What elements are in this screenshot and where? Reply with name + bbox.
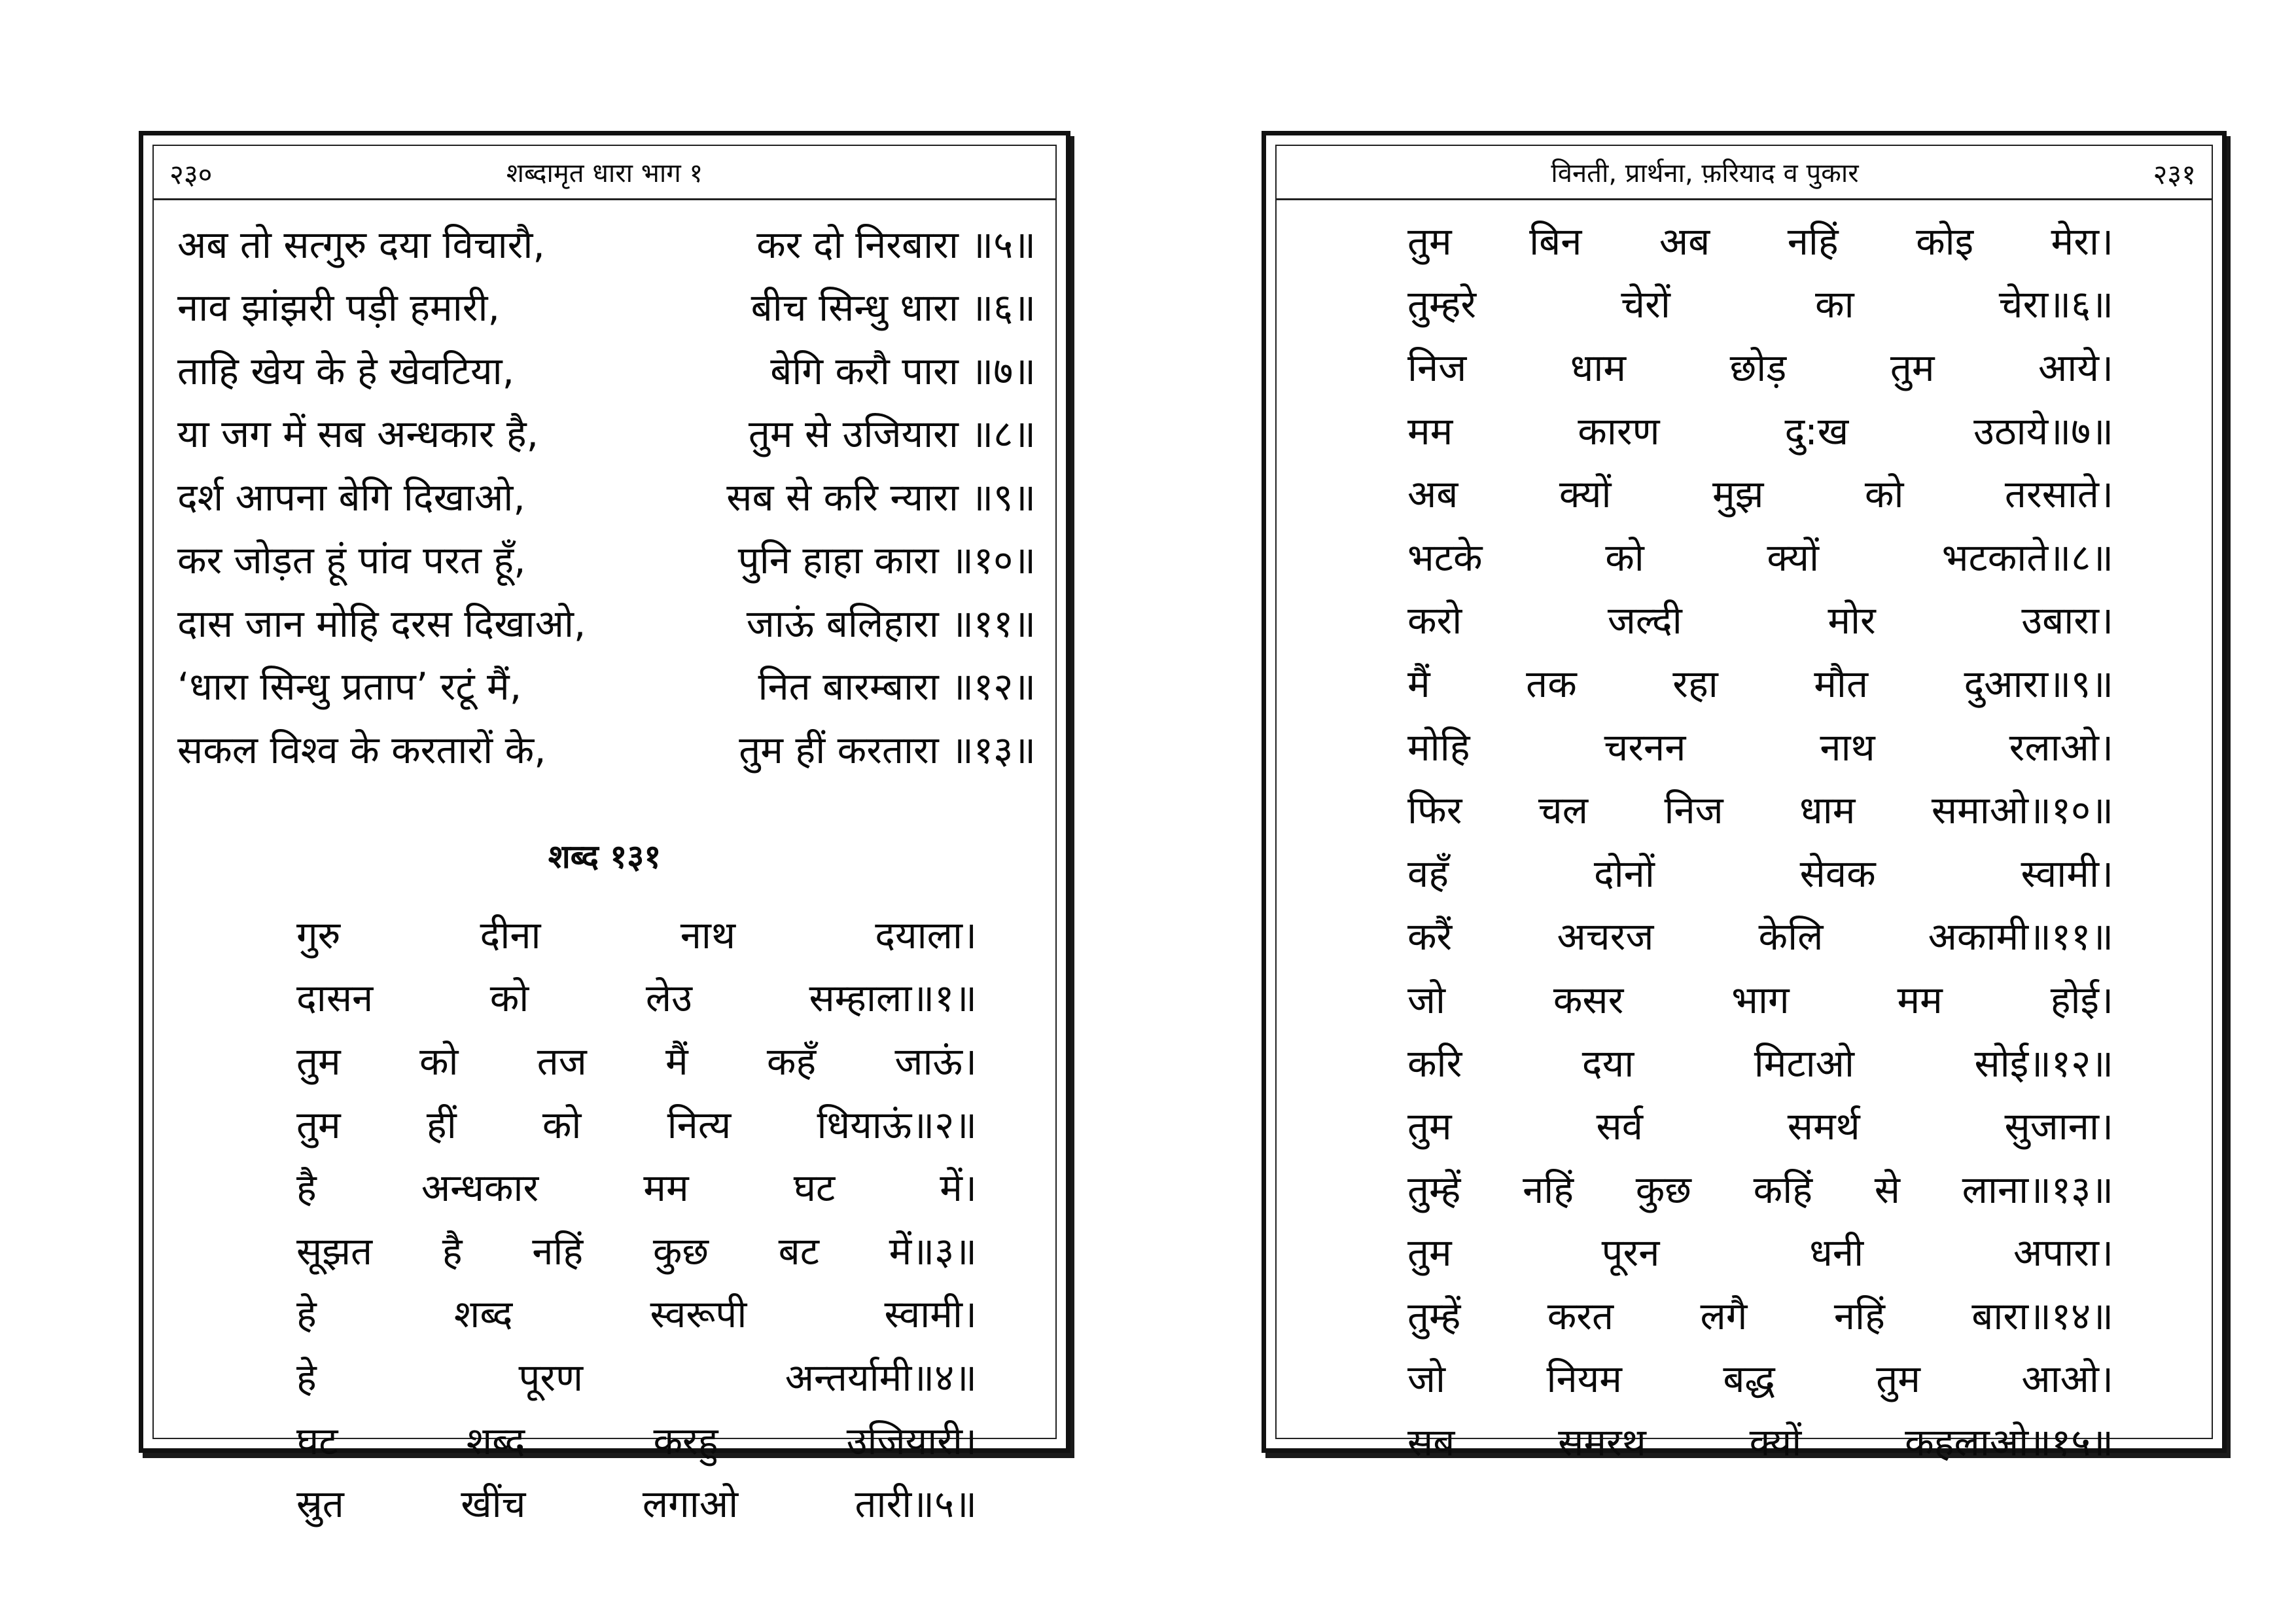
- left-verse-block: [296, 902, 977, 1534]
- verse-word: मम: [1897, 977, 1943, 1022]
- verse-line: [1407, 967, 2113, 1030]
- verse-line: [1407, 777, 2113, 840]
- verse-word: समर्थ: [1787, 1104, 1860, 1149]
- verse-word: करि: [1407, 1041, 1462, 1086]
- verse-word: मैं: [1407, 661, 1430, 706]
- verse-line: [1407, 398, 2113, 461]
- verse-word: अचरज: [1557, 914, 1654, 959]
- verse-word: सूझत: [296, 1228, 373, 1274]
- verse-word: होई।: [2050, 977, 2113, 1022]
- verse-word: लेउ: [645, 976, 692, 1021]
- couplet-block: [177, 211, 1036, 780]
- verse-word: बीच सिन्धु धारा ॥६॥: [751, 285, 1036, 330]
- verse-word: नाथ: [1820, 724, 1875, 770]
- verse-word: मोहि: [1407, 724, 1470, 770]
- verse-word: तुम से उजियारा ॥८॥: [748, 412, 1036, 457]
- verse-line: [1407, 840, 2113, 904]
- verse-word: घट: [793, 1166, 836, 1211]
- verse-word: को: [419, 1039, 459, 1084]
- verse-line: [177, 401, 1036, 465]
- verse-word: दीना: [480, 912, 541, 957]
- verse-line: [177, 464, 1036, 527]
- verse-word: अब: [1659, 219, 1710, 264]
- verse-word: मोर: [1828, 598, 1876, 643]
- verse-word: नित्य: [667, 1102, 732, 1147]
- verse-word: दु:ख: [1784, 408, 1849, 454]
- verse-word: नहिं: [1833, 1293, 1885, 1338]
- verse-word: चेरा॥६॥: [1998, 282, 2113, 327]
- verse-word: को: [489, 976, 529, 1021]
- verse-word: का: [1815, 282, 1854, 327]
- verse-word: स्वामी।: [2021, 851, 2113, 896]
- verse-word: दुआरा॥९॥: [1964, 661, 2113, 706]
- verse-word: रलाओ।: [2009, 724, 2113, 770]
- verse-word: सकल विश्व के करतारों के,: [177, 727, 546, 772]
- verse-word: लाना॥१३॥: [1962, 1167, 2113, 1212]
- verse-word: पूरन: [1601, 1230, 1660, 1275]
- verse-word: है: [442, 1228, 463, 1274]
- right-page: [1262, 131, 2227, 1465]
- verse-word: चल: [1538, 788, 1589, 833]
- verse-word: मौत: [1814, 661, 1869, 706]
- verse-word: अन्तर्यामी॥४॥: [785, 1355, 977, 1400]
- verse-line: [177, 338, 1036, 401]
- verse-word: नहिं: [1787, 219, 1839, 264]
- verse-word: अपारा।: [2013, 1230, 2113, 1275]
- verse-word: ‘धारा सिन्धु प्रताप’ रटूं मैं,: [177, 664, 522, 709]
- left-page: [139, 131, 1070, 1527]
- verse-word: स्वामी।: [884, 1292, 977, 1337]
- verse-word: दोनों: [1593, 851, 1655, 896]
- verse-word: दया: [1581, 1041, 1634, 1086]
- verse-word: निज: [1407, 345, 1467, 390]
- verse-word: तुम्हें: [1407, 1167, 1461, 1212]
- verse-line: [296, 1408, 977, 1471]
- verse-word: तुम: [296, 1039, 341, 1084]
- verse-word: हीं: [426, 1102, 457, 1147]
- verse-word: तुम्हरे: [1407, 282, 1477, 327]
- verse-word: करत: [1547, 1293, 1614, 1338]
- verse-word: बद्ध: [1723, 1357, 1775, 1402]
- right-page-header: [1277, 146, 2212, 200]
- verse-word: मिटाओ: [1754, 1041, 1854, 1086]
- verse-word: खींच: [461, 1482, 526, 1527]
- verse-word: कर दो निरबारा ॥५॥: [756, 222, 1036, 267]
- verse-line: [1407, 904, 2113, 967]
- verse-word: दर्श आपना बेगि दिखाओ,: [177, 474, 525, 520]
- verse-word: वहँ: [1407, 851, 1449, 896]
- verse-word: को: [1864, 472, 1904, 517]
- verse-word: नहिं: [532, 1228, 584, 1274]
- verse-line: [296, 965, 977, 1029]
- verse-line: [1407, 651, 2113, 714]
- verse-line: [1407, 272, 2113, 335]
- verse-word: स्रुत: [296, 1482, 344, 1527]
- verse-word: चरनन: [1604, 724, 1686, 770]
- verse-word: शब्द: [466, 1418, 525, 1463]
- verse-word: लगै: [1700, 1293, 1748, 1338]
- verse-word: भाग: [1731, 977, 1790, 1022]
- verse-word: कसर: [1553, 977, 1624, 1022]
- verse-word: तज: [537, 1039, 587, 1084]
- verse-word: बेगि करौ पारा ॥७॥: [770, 348, 1036, 393]
- verse-word: नियम: [1546, 1357, 1622, 1402]
- verse-word: हे: [296, 1292, 317, 1337]
- verse-word: तारी॥५॥: [855, 1482, 977, 1527]
- verse-word: में।: [940, 1166, 977, 1211]
- verse-word: है: [296, 1166, 317, 1211]
- verse-word: आये।: [2038, 345, 2113, 390]
- verse-line: [296, 1344, 977, 1408]
- verse-word: सब से करि न्यारा ॥९॥: [726, 474, 1036, 520]
- verse-word: या जग में सब अन्धकार है,: [177, 412, 539, 457]
- verse-word: क्यों: [1559, 472, 1612, 517]
- right-page-number: २३१: [2153, 158, 2196, 190]
- verse-word: नित बारम्बारा ॥१२॥: [758, 664, 1036, 709]
- verse-word: कुछ: [652, 1228, 709, 1274]
- right-page-frame: [1275, 145, 2213, 1465]
- right-page-header-title: विनती, प्रार्थना, फ़रियाद व पुकार: [1551, 158, 1859, 188]
- verse-line: [1407, 1156, 2113, 1220]
- verse-line: [177, 590, 1036, 654]
- verse-word: तुम: [1407, 219, 1452, 264]
- verse-word: छोड़: [1729, 345, 1787, 390]
- verse-word: जो: [1407, 1357, 1446, 1402]
- left-page-number: २३०: [169, 158, 213, 190]
- verse-line: [1407, 588, 2113, 651]
- verse-word: पूरण: [518, 1355, 584, 1400]
- verse-line: [1407, 208, 2113, 272]
- verse-word: केलि: [1758, 914, 1824, 959]
- verse-word: रहा: [1672, 661, 1718, 706]
- verse-word: धियाऊं॥२॥: [817, 1102, 977, 1147]
- verse-word: लगाओ: [642, 1482, 739, 1527]
- verse-line: [1407, 1220, 2113, 1283]
- verse-word: जो: [1407, 977, 1446, 1022]
- verse-line: [1407, 461, 2113, 524]
- verse-line: [1407, 1093, 2113, 1156]
- verse-word: तुम: [1876, 1357, 1920, 1402]
- verse-line: [296, 1471, 977, 1534]
- verse-word: सुजाना।: [2004, 1104, 2113, 1149]
- verse-word: मेरा।: [2051, 219, 2113, 264]
- verse-word: को: [1605, 535, 1644, 580]
- verse-word: पुनि हाहा कारा ॥१०॥: [737, 538, 1036, 583]
- verse-word: चेरों: [1621, 282, 1670, 327]
- verse-word: कर जोड़त हूं पांव परत हूँ,: [177, 538, 526, 583]
- verse-line: [1407, 334, 2113, 398]
- verse-word: ताहि खेय के हे खेवटिया,: [177, 348, 515, 393]
- verse-word: बारा॥१४॥: [1971, 1293, 2113, 1338]
- verse-word: उबारा।: [2021, 598, 2113, 643]
- verse-line: [1407, 1283, 2113, 1346]
- verse-word: मुझ: [1712, 472, 1764, 517]
- verse-line: [177, 654, 1036, 717]
- verse-word: मम: [1407, 408, 1453, 454]
- verse-line: [177, 275, 1036, 338]
- verse-word: नाव झांझरी पड़ी हमारी,: [177, 285, 500, 330]
- verse-word: मैं: [665, 1039, 688, 1084]
- verse-word: फिर: [1407, 788, 1462, 833]
- verse-word: अब: [1407, 472, 1458, 517]
- verse-word: घट: [296, 1418, 338, 1463]
- verse-word: तुम: [1890, 345, 1935, 390]
- verse-word: अकामी॥११॥: [1928, 914, 2113, 959]
- verse-word: कहलाओ॥१५॥: [1905, 1420, 2113, 1465]
- verse-word: करहु: [653, 1418, 718, 1463]
- verse-word: दास जान मोहि दरस दिखाओ,: [177, 601, 586, 646]
- verse-line: [177, 717, 1036, 780]
- verse-line: [1407, 1346, 2113, 1410]
- verse-word: कुछ: [1635, 1167, 1691, 1212]
- verse-word: तुम: [1407, 1104, 1452, 1149]
- verse-word: तक: [1526, 661, 1577, 706]
- verse-line: [1407, 524, 2113, 588]
- verse-word: धनी: [1809, 1230, 1864, 1275]
- verse-word: कहिं: [1753, 1167, 1813, 1212]
- verse-word: दयाला।: [875, 912, 977, 957]
- verse-word: दासन: [296, 976, 374, 1021]
- verse-word: से: [1874, 1167, 1900, 1212]
- verse-word: कहँ: [766, 1039, 817, 1084]
- verse-word: सम्हाला॥१॥: [809, 976, 977, 1021]
- verse-line: [1407, 1409, 2113, 1472]
- verse-word: उजियारी।: [846, 1418, 977, 1463]
- verse-word: तुम हीं करतारा ॥१३॥: [739, 727, 1036, 772]
- left-page-frame: [152, 145, 1057, 1527]
- verse-word: तुम्हें: [1407, 1293, 1461, 1338]
- verse-word: तरसाते।: [2004, 472, 2113, 517]
- verse-word: करो: [1407, 598, 1462, 643]
- verse-word: करैं: [1407, 914, 1453, 959]
- verse-word: उठाये॥७॥: [1973, 408, 2113, 454]
- verse-word: हे: [296, 1355, 317, 1400]
- verse-line: [177, 527, 1036, 591]
- verse-word: क्यों: [1749, 1420, 1802, 1465]
- verse-word: को: [542, 1102, 582, 1147]
- verse-word: जाऊं।: [894, 1039, 977, 1084]
- verse-word: स्वरूपी: [650, 1292, 747, 1337]
- verse-word: सर्व: [1596, 1104, 1643, 1149]
- verse-word: बट: [778, 1228, 820, 1274]
- left-page-header: [154, 146, 1055, 200]
- left-page-header-title: शब्दामृत धारा भाग १: [506, 158, 703, 188]
- right-verse-block: [1407, 208, 2113, 1472]
- verse-line: [296, 1154, 977, 1218]
- verse-word: धाम: [1799, 788, 1856, 833]
- verse-word: अन्धकार: [421, 1166, 539, 1211]
- verse-word: क्यों: [1767, 535, 1820, 580]
- verse-word: निज: [1664, 788, 1723, 833]
- verse-word: सेवक: [1799, 851, 1876, 896]
- verse-word: तुम: [296, 1102, 341, 1147]
- verse-word: कारण: [1578, 408, 1660, 454]
- verse-line: [296, 902, 977, 965]
- verse-word: कोइ: [1916, 219, 1974, 264]
- verse-word: धाम: [1570, 345, 1627, 390]
- verse-line: [177, 211, 1036, 275]
- verse-line: [296, 1281, 977, 1345]
- section-heading: शब्द १३१: [548, 838, 662, 876]
- verse-word: समाओ॥१०॥: [1931, 788, 2113, 833]
- verse-word: भटके: [1407, 535, 1483, 580]
- verse-word: सब: [1407, 1420, 1455, 1465]
- verse-word: जल्दी: [1607, 598, 1682, 643]
- verse-word: भटकाते॥८॥: [1941, 535, 2113, 580]
- verse-line: [296, 1028, 977, 1092]
- verse-word: नहिं: [1523, 1167, 1574, 1212]
- verse-word: अब तो सत्गुरु दया विचारौ,: [177, 222, 545, 267]
- verse-word: समरथ: [1558, 1420, 1646, 1465]
- verse-word: जाऊं बलिहारा ॥११॥: [746, 601, 1036, 646]
- verse-word: मम: [643, 1166, 689, 1211]
- verse-word: सोई॥१२॥: [1974, 1041, 2113, 1086]
- verse-line: [1407, 714, 2113, 777]
- verse-line: [1407, 1030, 2113, 1094]
- verse-word: नाथ: [680, 912, 736, 957]
- verse-word: आओ।: [2021, 1357, 2113, 1402]
- verse-word: में॥३॥: [889, 1228, 977, 1274]
- verse-line: [296, 1092, 977, 1155]
- verse-word: गुरु: [296, 912, 341, 957]
- verse-word: तुम: [1407, 1230, 1452, 1275]
- verse-word: शब्द: [453, 1292, 513, 1337]
- verse-word: बिन: [1529, 219, 1582, 264]
- verse-line: [296, 1218, 977, 1281]
